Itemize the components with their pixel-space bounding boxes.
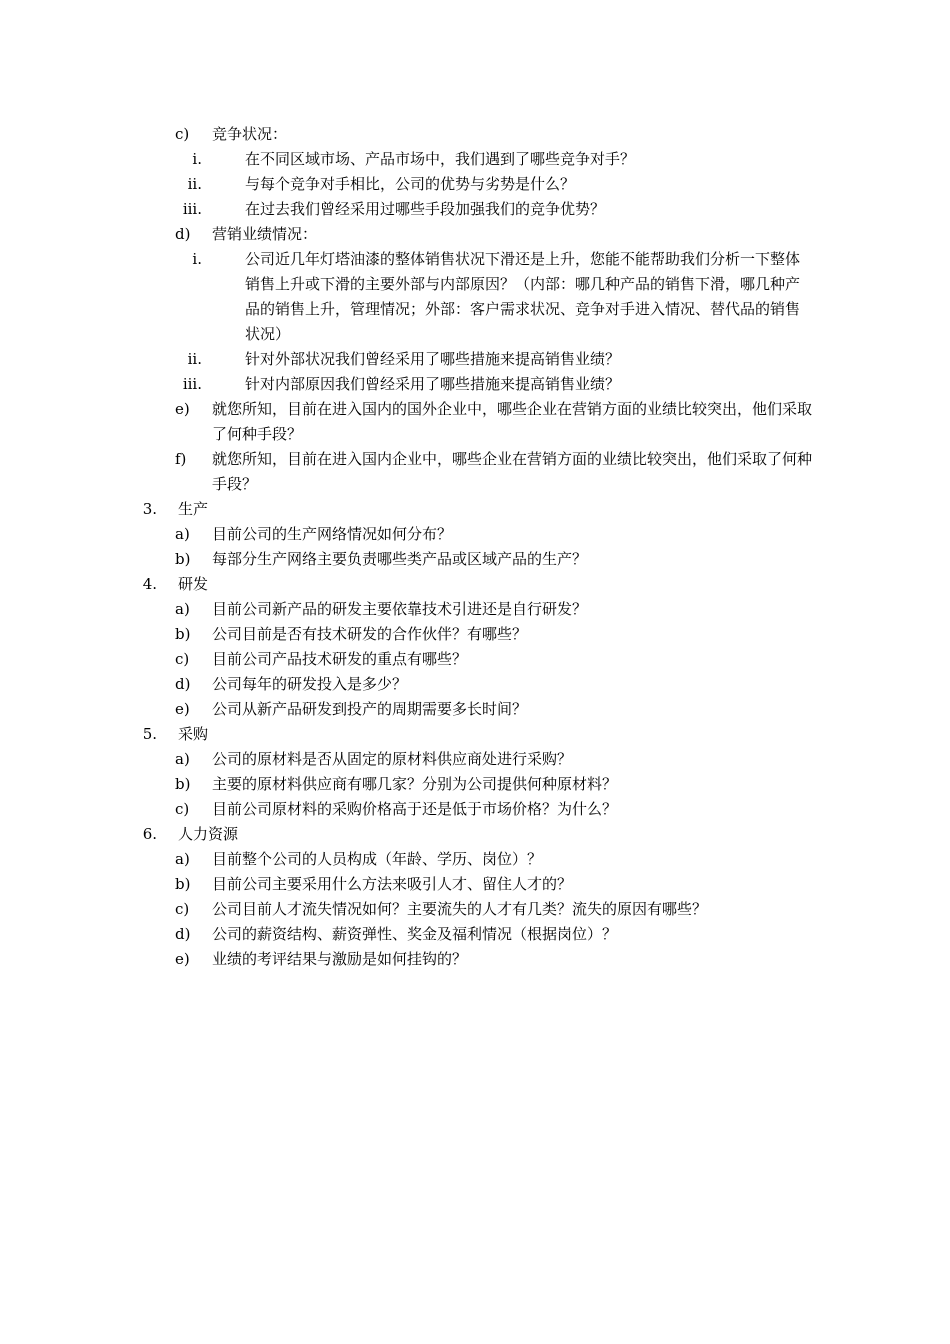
list-item-text: 公司目前是否有技术研发的合作伙伴？有哪些？ (212, 625, 528, 643)
list-item-text: 就您所知，目前在进入国内的国外企业中，哪些企业在营销方面的业绩比较突出，他们采取了何种手段？ (212, 400, 813, 443)
list-marker: d) (175, 925, 191, 943)
list-marker: a) (175, 525, 190, 543)
list-item-text: 公司每年的研发投入是多少？ (212, 675, 408, 693)
list-item-domestic-enterprises (0, 447, 950, 497)
list-marker: i. (192, 150, 202, 168)
list-item-text: 目前公司原材料的采购价格高于还是低于市场价格？为什么？ (212, 800, 618, 818)
list-marker: a) (175, 750, 190, 768)
list-item-text: 在不同区域市场、产品市场中，我们遇到了哪些竞争对手？ (245, 150, 636, 168)
section-heading-rnd (0, 572, 950, 597)
list-marker: b) (175, 625, 191, 643)
list-item (0, 247, 950, 347)
list-item-text: 公司目前人才流失情况如何？主要流失的人才有几类？流失的原因有哪些？ (212, 900, 708, 918)
list-item-text: 公司近几年灯塔油漆的整体销售状况下滑还是上升，您能不能帮助我们分析一下整体销售上升或下滑的主要外部与内部原因？（内部：哪几种产品的销售下滑，哪几种产品的销售上升，管理情况；外部：客户需求状况、竞争对手进入情况、替代品的销售状况） (245, 250, 801, 343)
list-item (0, 622, 950, 647)
list-item (0, 372, 950, 397)
list-item-text: 公司的薪资结构、薪资弹性、奖金及福利情况（根据岗位）？ (212, 925, 618, 943)
section-heading-purchasing (0, 722, 950, 747)
section-heading-production (0, 497, 950, 522)
list-marker: ii. (187, 175, 202, 193)
list-item (0, 672, 950, 697)
list-item-text: 每部分生产网络主要负责哪些类产品或区域产品的生产？ (212, 550, 588, 568)
list-item-foreign-enterprises (0, 397, 950, 447)
list-marker: i. (192, 250, 202, 268)
section-heading-hr (0, 822, 950, 847)
list-item (0, 197, 950, 222)
list-marker: c) (175, 900, 190, 918)
list-item-text: 公司从新产品研发到投产的周期需要多长时间？ (212, 700, 528, 718)
list-marker: b) (175, 550, 191, 568)
list-item (0, 772, 950, 797)
list-marker: e) (175, 400, 190, 418)
list-marker: a) (175, 850, 190, 868)
list-item (0, 922, 950, 947)
list-item (0, 797, 950, 822)
section-title: 生产 (178, 500, 209, 518)
list-marker: c) (175, 800, 190, 818)
list-marker: e) (175, 700, 190, 718)
section-number: 3. (142, 500, 157, 518)
list-item-text: 与每个竞争对手相比，公司的优势与劣势是什么？ (245, 175, 576, 193)
list-item (0, 947, 950, 972)
list-item-text: 针对内部原因我们曾经采用了哪些措施来提高销售业绩？ (245, 375, 621, 393)
section-number: 6. (142, 825, 157, 843)
list-item-competition (0, 122, 950, 147)
list-item (0, 647, 950, 672)
section-number: 5. (142, 725, 157, 743)
list-item (0, 547, 950, 572)
list-item-text: 目前公司的生产网络情况如何分布？ (212, 525, 453, 543)
list-item-text: 业绩的考评结果与激励是如何挂钩的？ (212, 950, 468, 968)
section-title: 研发 (178, 575, 209, 593)
list-item-text: 在过去我们曾经采用过哪些手段加强我们的竞争优势？ (245, 200, 606, 218)
list-item-text: 就您所知，目前在进入国内企业中，哪些企业在营销方面的业绩比较突出，他们采取了何种手段？ (212, 450, 813, 493)
list-item (0, 522, 950, 547)
section-number: 4. (142, 575, 157, 593)
list-item-text: 目前公司主要采用什么方法来吸引人才、留住人才的？ (212, 875, 573, 893)
list-marker: iii. (182, 375, 202, 393)
list-item-text: 营销业绩情况： (212, 225, 318, 243)
section-title: 人力资源 (178, 825, 239, 843)
list-marker: ii. (187, 350, 202, 368)
list-item (0, 897, 950, 922)
list-item (0, 147, 950, 172)
list-item-text: 目前整个公司的人员构成（年龄、学历、岗位）？ (212, 850, 543, 868)
list-marker: c) (175, 125, 190, 143)
section-title: 采购 (178, 725, 209, 743)
list-marker: d) (175, 225, 191, 243)
list-marker: d) (175, 675, 191, 693)
list-marker: f) (175, 450, 187, 468)
list-item (0, 847, 950, 872)
list-item-text: 目前公司新产品的研发主要依靠技术引进还是自行研发？ (212, 600, 588, 618)
list-item-text: 竞争状况： (212, 125, 288, 143)
list-marker: b) (175, 875, 191, 893)
list-item (0, 597, 950, 622)
list-marker: c) (175, 650, 190, 668)
document-page (0, 122, 950, 972)
list-item (0, 697, 950, 722)
list-item-text: 针对外部状况我们曾经采用了哪些措施来提高销售业绩？ (245, 350, 621, 368)
list-item-text: 公司的原材料是否从固定的原材料供应商处进行采购？ (212, 750, 573, 768)
list-marker: iii. (182, 200, 202, 218)
list-item (0, 172, 950, 197)
list-item-marketing-performance (0, 222, 950, 247)
list-item-text: 目前公司产品技术研发的重点有哪些？ (212, 650, 468, 668)
list-item (0, 347, 950, 372)
list-marker: e) (175, 950, 190, 968)
list-item-text: 主要的原材料供应商有哪几家？分别为公司提供何种原材料？ (212, 775, 618, 793)
list-item (0, 747, 950, 772)
list-marker: a) (175, 600, 190, 618)
list-item (0, 872, 950, 897)
list-marker: b) (175, 775, 191, 793)
